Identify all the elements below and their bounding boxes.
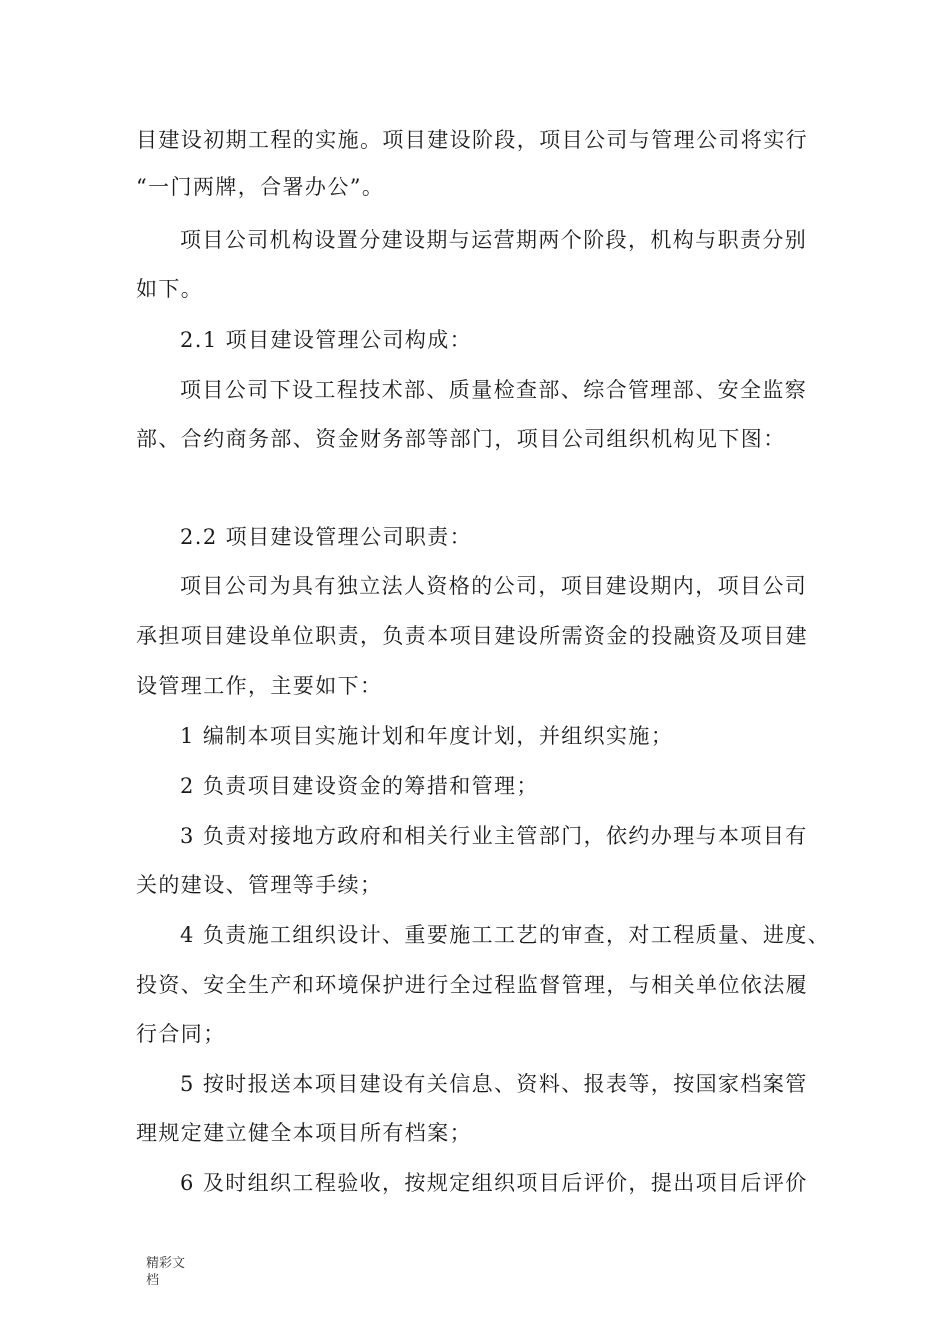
text-line-9: 项目公司为具有独立法人资格的公司，项目建设期内，项目公司 xyxy=(180,574,808,598)
text-line-3: 项目公司机构设置分建设期与运营期两个阶段，机构与职责分别 xyxy=(180,228,808,252)
text-line-4: 如下。 xyxy=(136,277,204,301)
list-item-6: 6 及时组织工程验收，按规定组织项目后评价，提出项目后评价 xyxy=(180,1171,808,1195)
section-heading-2-2: 2.2 项目建设管理公司职责： xyxy=(180,525,473,549)
text-line-1: 目建设初期工程的实施。项目建设阶段，项目公司与管理公司将实行 xyxy=(136,128,808,152)
list-item-5: 5 按时报送本项目建设有关信息、资料、报表等，按国家档案管 xyxy=(180,1072,808,1096)
list-item-3: 3 负责对接地方政府和相关行业主管部门，依约办理与本项目有 xyxy=(180,824,808,848)
list-item-4-cont-1: 投资、安全生产和环境保护进行全过程监督管理，与相关单位依法履 xyxy=(136,973,808,997)
text-line-2: “一门两牌，合署办公”。 xyxy=(136,175,385,199)
footer-text-line-1: 精彩文 xyxy=(146,1256,186,1271)
list-item-4: 4 负责施工组织设计、重要施工工艺的审查，对工程质量、进度、 xyxy=(180,923,831,947)
text-line-7: 部、合约商务部、资金财务部等部门，项目公司组织机构见下图： xyxy=(136,427,786,451)
list-item-2: 2 负责项目建设资金的筹措和管理； xyxy=(180,774,539,798)
list-item-4-cont-2: 行合同； xyxy=(136,1022,226,1046)
footer-text-line-2: 档 xyxy=(146,1273,160,1288)
section-heading-2-1: 2.1 项目建设管理公司构成： xyxy=(180,328,473,352)
list-item-1: 1 编制本项目实施计划和年度计划，并组织实施； xyxy=(180,724,674,748)
text-line-10: 承担项目建设单位职责，负责本项目建设所需资金的投融资及项目建 xyxy=(136,624,808,648)
text-line-6: 项目公司下设工程技术部、质量检查部、综合管理部、安全监察 xyxy=(180,378,808,402)
list-item-5-cont: 理规定建立健全本项目所有档案； xyxy=(136,1121,472,1145)
text-line-11: 设管理工作，主要如下： xyxy=(136,674,383,698)
list-item-3-cont: 关的建设、管理等手续； xyxy=(136,873,383,897)
